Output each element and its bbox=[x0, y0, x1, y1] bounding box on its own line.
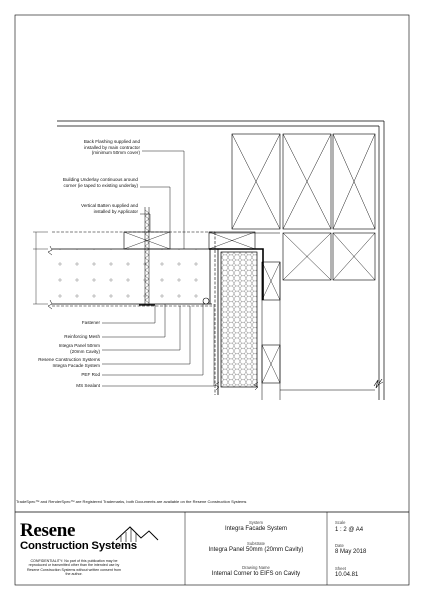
scale-label: Scale bbox=[335, 520, 346, 525]
trademark-note: TradeSpec™ and RenderSpec™ are Registered Trademarks, both Documents are available on the Resene Construction Systems bbox=[16, 499, 247, 504]
integra-panel-left bbox=[48, 232, 215, 309]
callout-back-flashing: Back Flashing supplied and installed by main contractor (minimum 50mm cover) bbox=[83, 139, 140, 156]
vertical-batten bbox=[124, 232, 255, 249]
pef-rod bbox=[203, 298, 209, 304]
confidentiality-note: CONFIDENTIALITY: No part of this publication may be reproduced or transmitted other than the intended use by Resene Construction Systems without written consent from the author. bbox=[26, 559, 122, 577]
system-value: Integra Facade System bbox=[224, 526, 288, 532]
substrate-value: Integra Panel 50mm (20mm Cavity) bbox=[208, 547, 304, 553]
drawing-name-value: Internal Corner to EIFS on Cavity bbox=[211, 571, 301, 577]
corner-framing bbox=[262, 262, 280, 400]
callout-reinforcing-mesh: Reinforcing Mesh bbox=[64, 334, 100, 339]
system-label: System bbox=[249, 520, 263, 525]
substrate-label: Substrate bbox=[247, 541, 265, 546]
callout-ms-sealant: MS Sealant bbox=[76, 383, 100, 388]
callout-integra-panel: Integra Panel 50mm (20mm Cavity) bbox=[58, 343, 100, 354]
dimension-marks bbox=[33, 232, 48, 304]
callout-vertical-batten: Vertical Batten supplied and installed by Applicator bbox=[81, 203, 138, 214]
callout-building-underlay: Building Underlay continuous around corner (ie taped to existing underlay) bbox=[62, 177, 138, 188]
date-label: Date bbox=[335, 543, 344, 548]
callout-pef-rod: PEF Rod bbox=[81, 372, 100, 377]
callout-resene-system: Resene Construction Systems Integra Facade System bbox=[38, 357, 100, 368]
drawing-name-label: Drawing Name bbox=[242, 565, 270, 570]
brand-subtitle: Construction Systems bbox=[20, 540, 137, 552]
date-value: 8 May 2018 bbox=[335, 549, 367, 555]
sheet-value: 10.04.81 bbox=[335, 572, 359, 578]
eifs-insulation bbox=[215, 232, 258, 395]
callout-fastener: Fastener bbox=[81, 320, 100, 325]
sheet-label: Sheet bbox=[335, 566, 346, 571]
brand-name: Resene bbox=[20, 520, 76, 541]
scale-value: 1 : 2 @ A4 bbox=[335, 527, 364, 533]
